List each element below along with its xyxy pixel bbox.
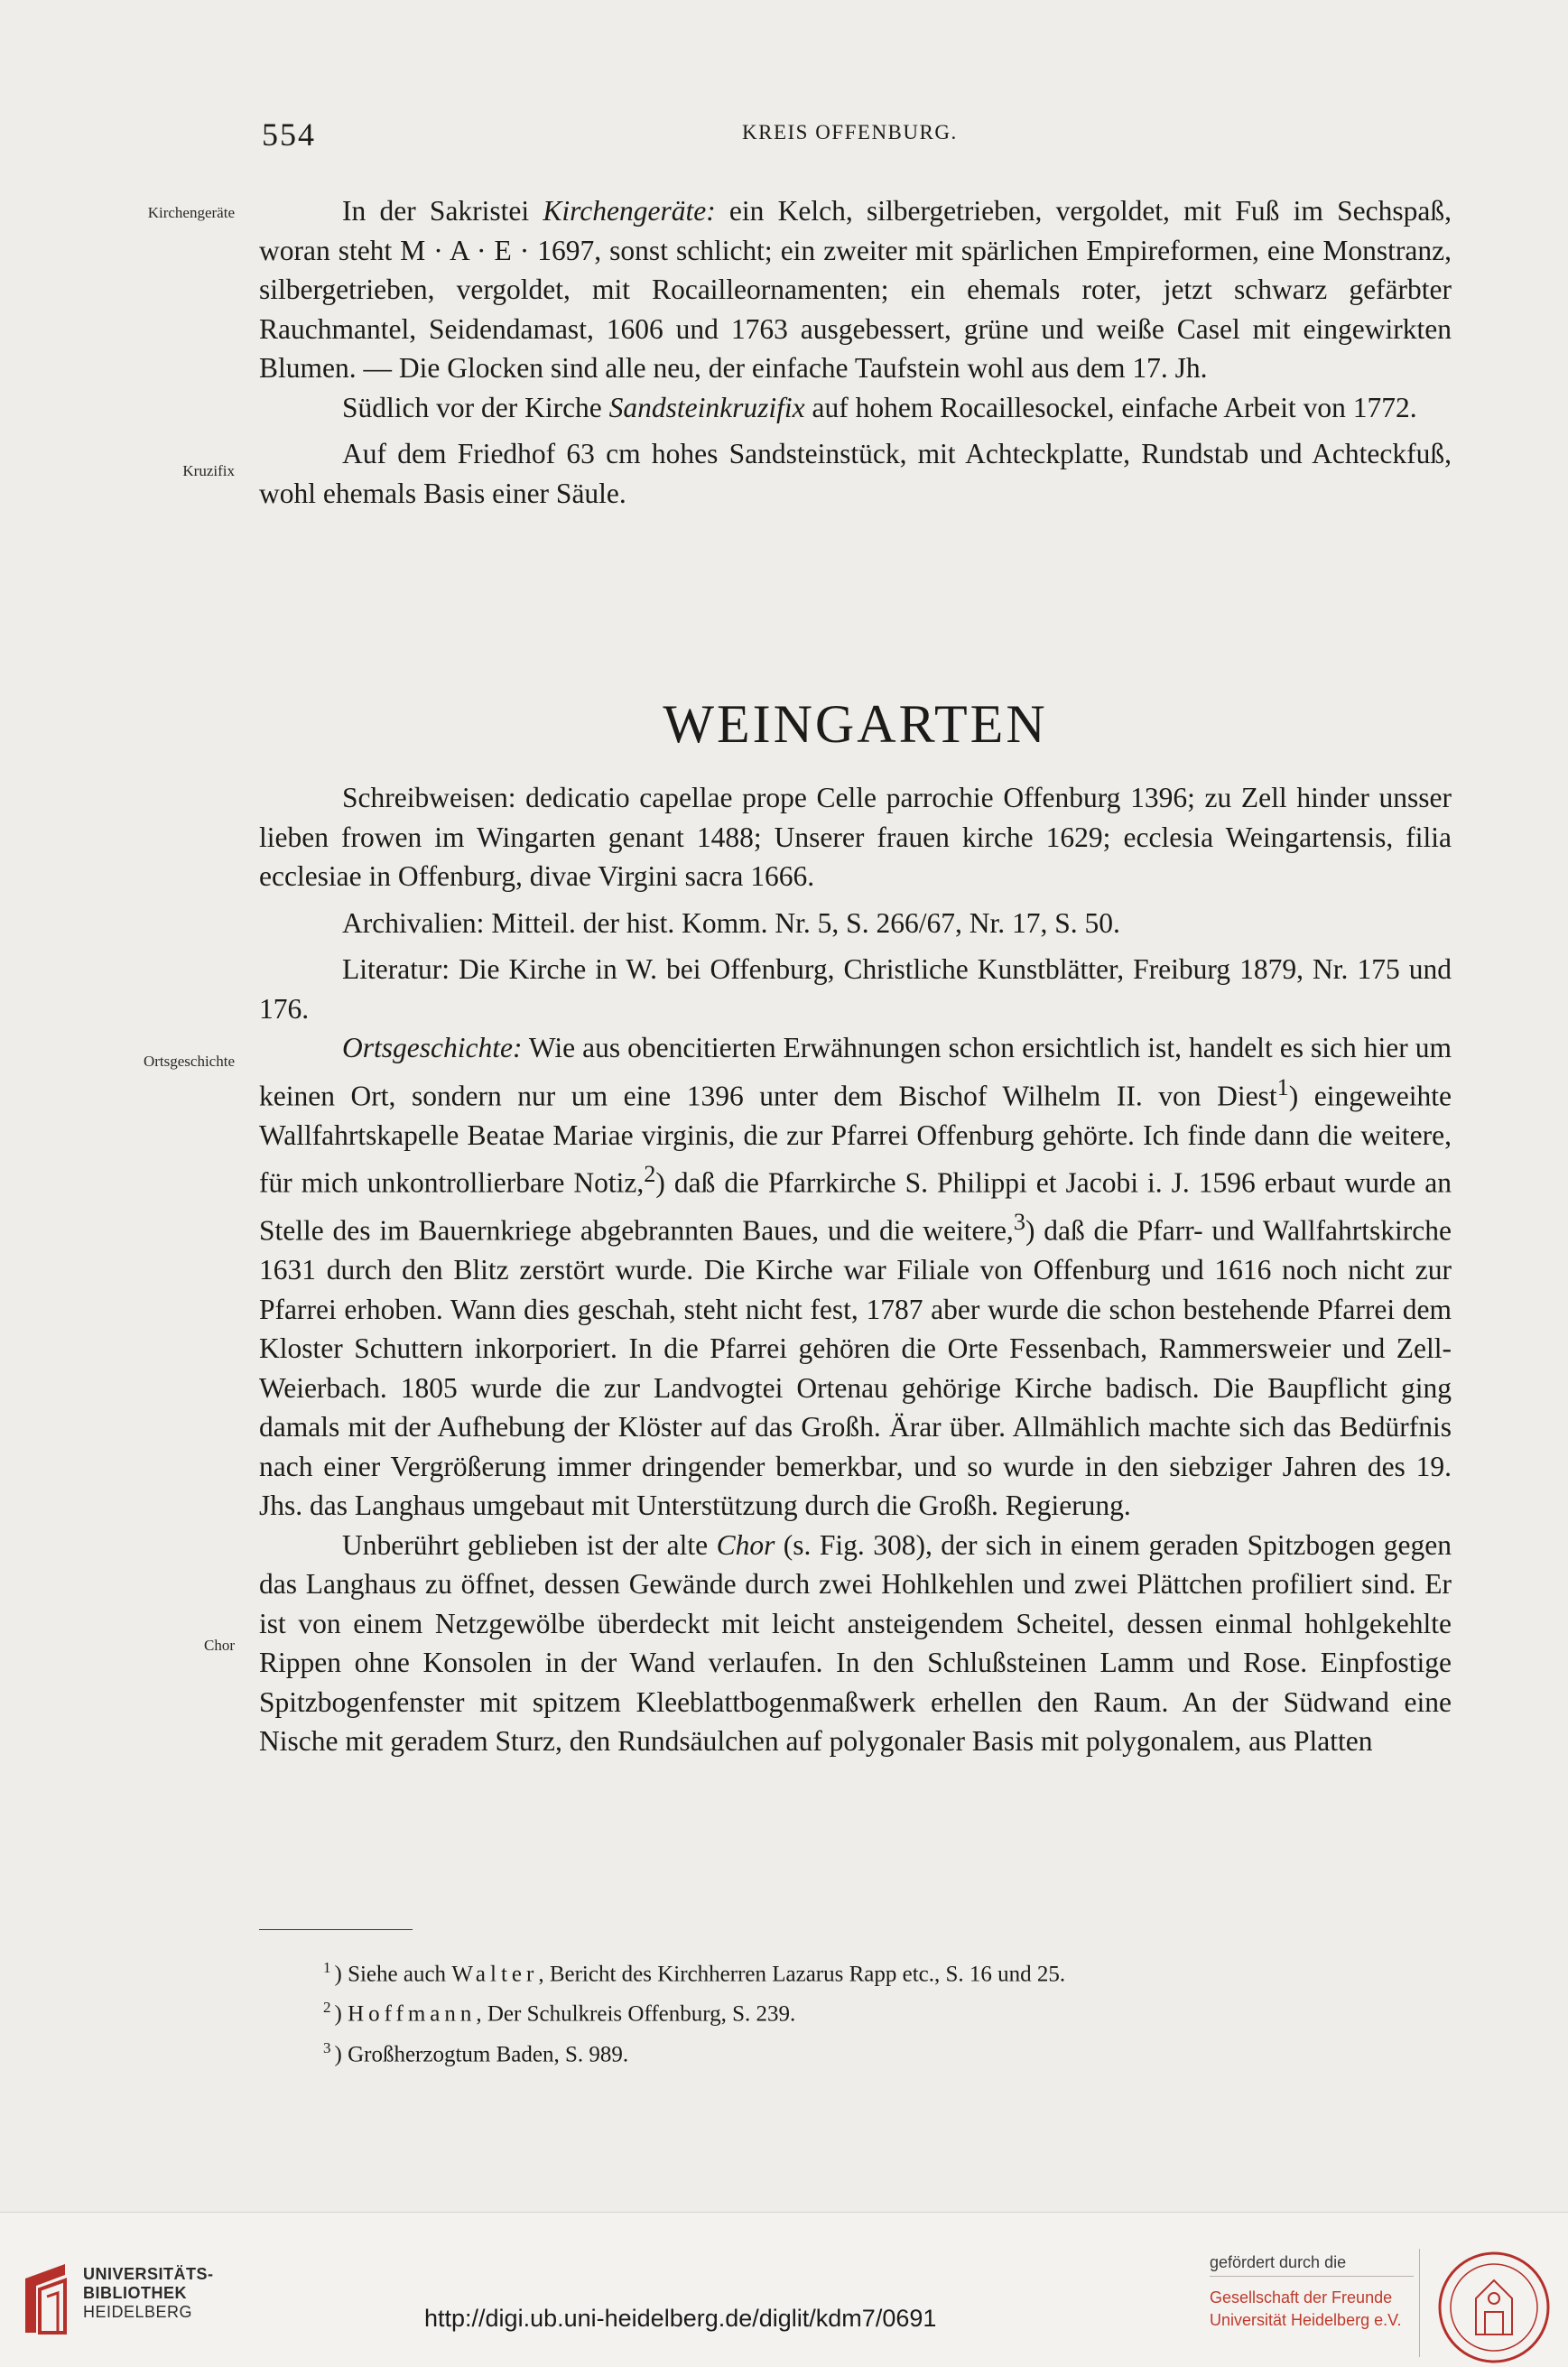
- sponsor-label: gefördert durch die: [1210, 2253, 1347, 2271]
- footer-bar: [0, 2212, 1568, 2367]
- paragraph-schreibweisen: Schreibweisen: dedicatio capellae prope Celle parrochie Offenburg 1396; zu Zell hinder unsser lieben frowen im Wingarten genant 1488; Unserer frauen kirche 1629; ecclesia Weingartensis, filia ecclesiae in Offenburg, divae Virgini sacra 1666.: [259, 782, 1452, 892]
- footnotes: [323, 1951, 1406, 2071]
- vertical-divider: [1419, 2249, 1420, 2357]
- margin-note-ortsgeschichte: Ortsgeschichte: [143, 1053, 235, 1070]
- section-kirchengeraete: [259, 191, 1452, 513]
- paragraph-kirchengeraete: In der Sakristei Kirchengeräte: ein Kelch, silbergetrieben, vergoldet, mit Fuß im Sechspaß, woran steht M · A · E · 1697, sonst schlicht; ein zweiter mit spärlichen Empireformen, eine Monstranz, silbergetrieben, vergoldet, mit Rocailleornamenten; ein ehemals roter, jetzt schwarz gefärbter Rauchmantel, Seidendamast, 1606 und 1763 ausgebessert, grüne und weiße Casel mit eingewirkten Blumen. — Die Glocken sind alle neu, der einfache Taufstein wohl aus dem 17. Jh.: [259, 195, 1452, 384]
- chapter-title: WEINGARTEN: [663, 694, 1048, 754]
- sponsor-divider-line: [1210, 2276, 1414, 2277]
- margin-note-kruzifix: Kruzifix: [182, 462, 235, 479]
- paragraph-chor: Unberührt geblieben ist der alte Chor (s. Fig. 308), der sich in einem geraden Spitzbogen gegen das Langhaus zu öffnet, dessen Gewände durch zwei Hohlkehlen und zwei Plättchen profiliert sind. Er ist von einem Netzgewölbe überdeckt mit leicht ansteigendem Scheitel, dessen einmal hohlgekehlte Rippen ohne Konsolen in der Wand verlaufen. In den Schlußsteinen Lamm und Rose. Einpfostige Spitzbogenfenster mit spitzem Kleeblattbogenmaßwerk erhellen den Raum. An der Südwand eine Nische mit geradem Sturz, den Rundsäulchen auf polygonaler Basis mit polygonalem, aus Platten: [259, 1528, 1452, 1757]
- italic-term: Kirchengeräte:: [543, 195, 716, 227]
- paragraph-literatur: Literatur: Die Kirche in W. bei Offenburg, Christliche Kunstblätter, Freiburg 1879, Nr. 175 und 176.: [259, 953, 1452, 1025]
- italic-term: Sandsteinkruzifix: [608, 391, 805, 423]
- footnote-ref: 2: [644, 1161, 656, 1187]
- paragraph-friedhof: Auf dem Friedhof 63 cm hohes Sandsteinstück, mit Achteckplatte, Rundstab und Achteckfuß, wohl ehemals Basis einer Säule.: [259, 438, 1452, 509]
- italic-term: Ortsgeschichte:: [342, 1032, 523, 1063]
- margin-note-kirchengeraete: Kirchengeräte: [147, 204, 235, 221]
- footnote-ref: 1: [1276, 1073, 1289, 1100]
- paragraph-kruzifix: Südlich vor der Kirche Sandsteinkruzifix auf hohem Rocaillesockel, einfache Arbeit von 1772.: [342, 391, 1417, 423]
- page-header: [0, 116, 1568, 152]
- running-head: KREIS OFFENBURG.: [742, 121, 958, 144]
- digital-library-link[interactable]: http://digi.ub.uni-heidelberg.de/diglit/kdm7/0691: [424, 2305, 937, 2332]
- footnote-1: $^1$ ) Siehe auch Walter, Bericht des Kirchherren Lazarus Rapp etc., S. 16 und 25.: [323, 1959, 1066, 1987]
- university-seal-icon: [1435, 2249, 1553, 2366]
- sponsor-name: Gesellschaft der Freunde Universität Heidelberg e.V.: [1210, 2288, 1402, 2329]
- italic-term: Chor: [716, 1528, 775, 1561]
- library-logo-icon: [20, 2262, 70, 2335]
- margin-note-chor: Chor: [204, 1637, 235, 1654]
- footnote-3: $^3$ ) Großherzogtum Baden, S. 989.: [323, 2038, 629, 2066]
- footnote-ref: 3: [1013, 1209, 1025, 1235]
- paragraph-archivalien: Archivalien: Mitteil. der hist. Komm. Nr. 5, S. 266/67, Nr. 17, S. 50.: [342, 906, 1120, 939]
- library-name: UNIVERSITÄTS- BIBLIOTHEK HEIDELBERG: [83, 2265, 214, 2321]
- section-weingarten: [259, 778, 1452, 1761]
- footnote-rule: [259, 1929, 413, 1930]
- footnote-2: $^2$ ) Hoffmann, Der Schulkreis Offenburg, S. 239.: [323, 1999, 796, 2027]
- paragraph-ortsgeschichte: Ortsgeschichte: Wie aus obencitierten Erwähnungen schon ersichtlich ist, handelt es sich hier um keinen Ort, sondern nur um eine 1396 unter dem Bischof Wilhelm II. von Diest$^1$) eingeweihte Wallfahrtskapelle Beatae Mariae virginis, die zur Pfarrei Offenburg gehörte. Ich finde dann die weitere, für mich unkontrollierbare Notiz,$^2$) daß die Pfarrkirche S. Philippi et Jacobi i. J. 1596 erbaut wurde an Stelle des im Bauernkriege abgebrannten Baues, und die weitere,$^3$) daß die Pfarr- und Wallfahrtskirche 1631 durch den Blitz zerstört wurde. Die Kirche war Filiale von Offenburg und 1616 noch nicht zur Pfarrei erhoben. Wann dies geschah, steht nicht fest, 1787 aber wurde die schon bestehende Pfarrei dem Kloster Schuttern inkorporiert. In die Pfarrei gehören die Orte Fessenbach, Rammersweier und Zell-Weierbach. 1805 wurde die zur Landvogtei Ortenau gehörige Kirche badisch. Die Baupflicht ging damals mit der Aufhebung der Klöster auf das Großh. Ärar über. Allmählich machte sich das Bedürfnis nach einer Vergrößerung immer dringender bemerkbar, und so wurde in den siebziger Jahren des 19. Jhs. das Langhaus umgebaut mit Unterstützung durch die Großh. Regierung.: [259, 1032, 1452, 1521]
- page-number: 554: [262, 116, 316, 153]
